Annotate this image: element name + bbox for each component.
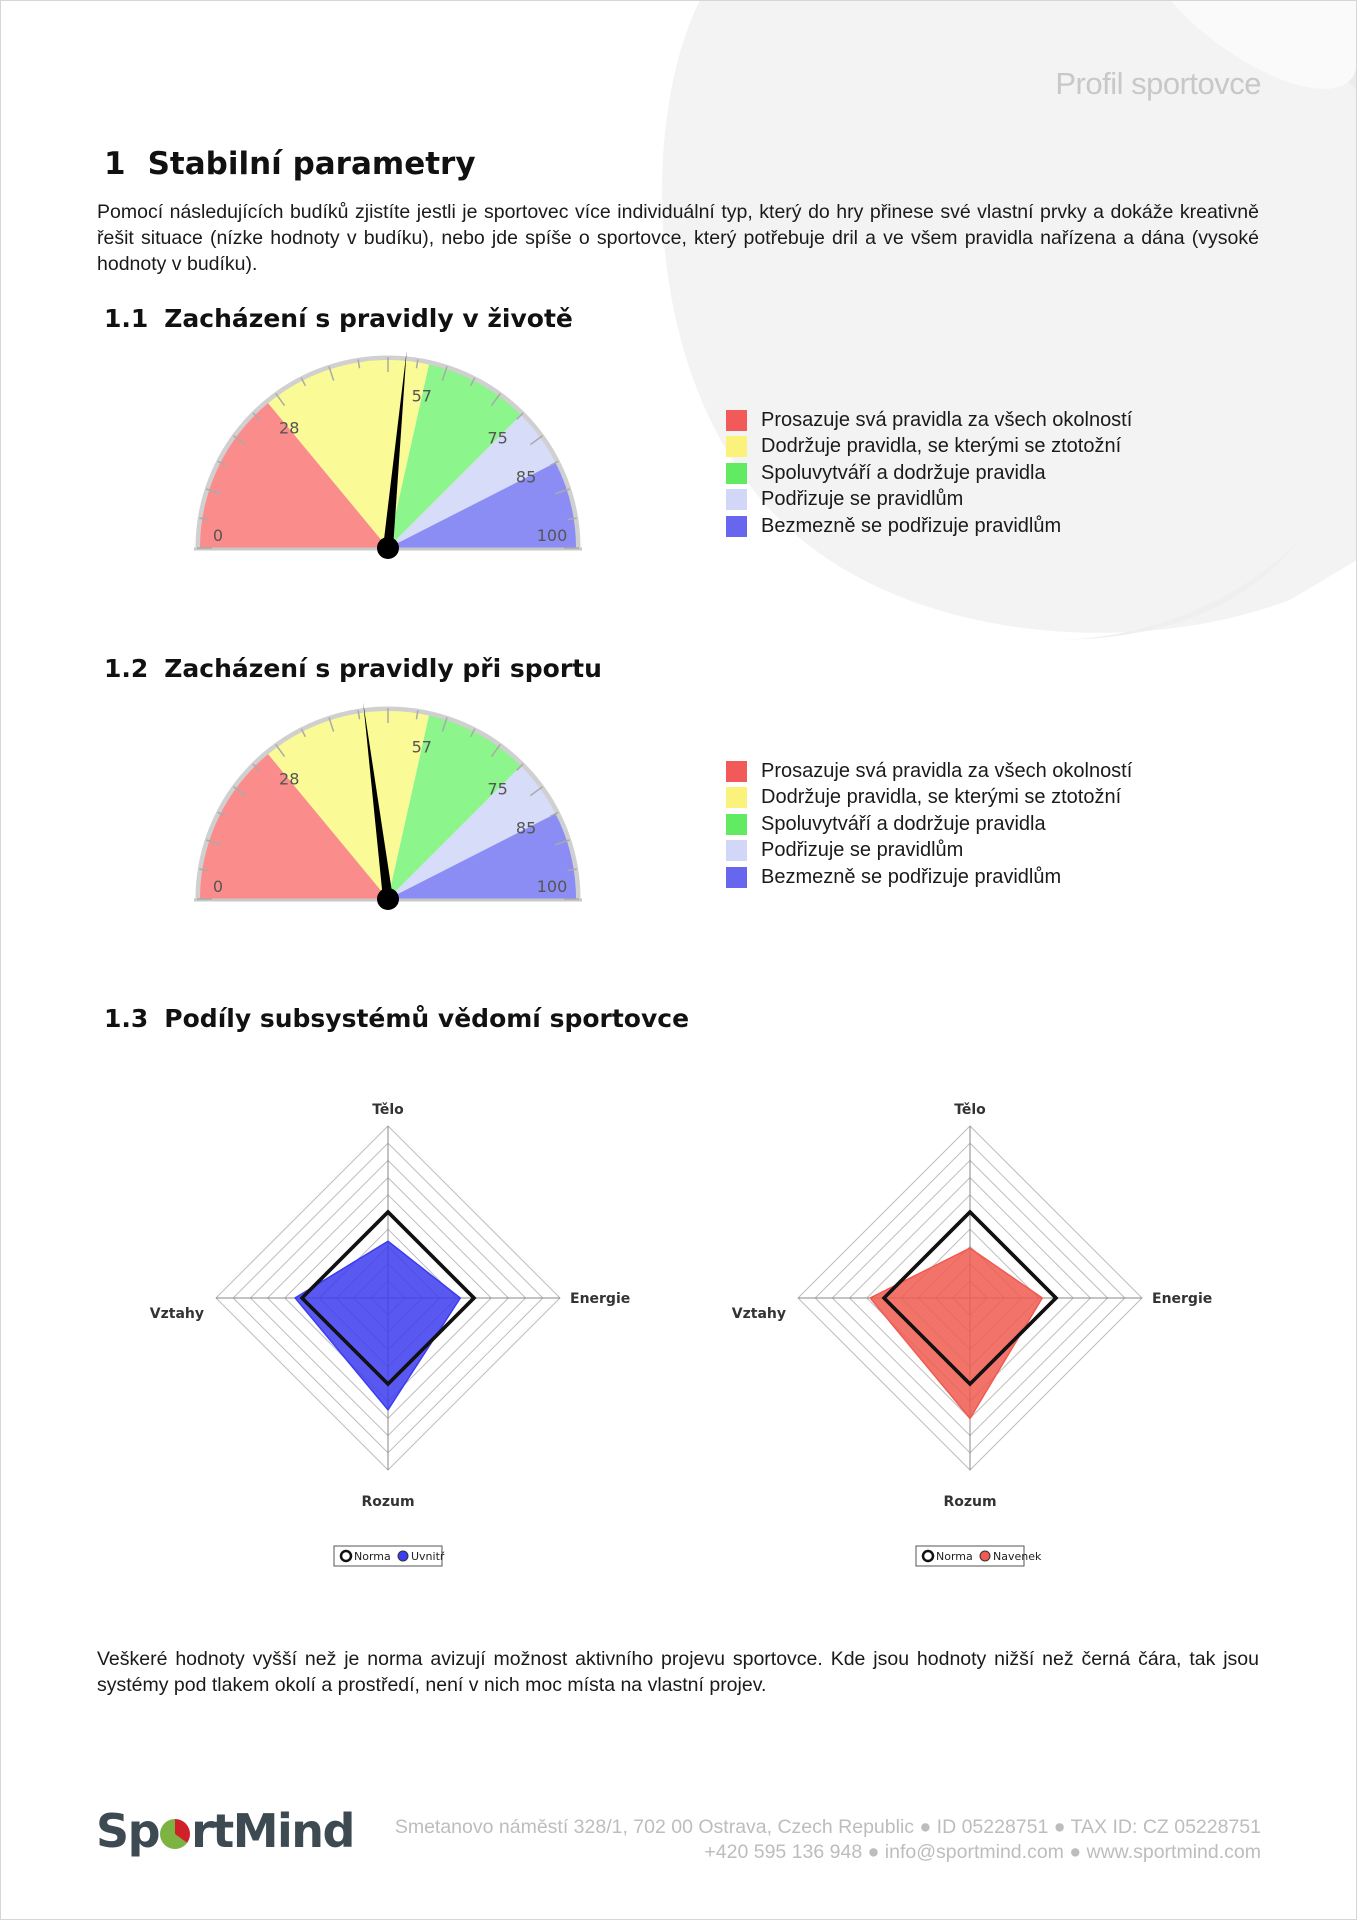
legend-label: Bezmezně se podřizuje pravidlům [761, 865, 1062, 888]
radar-legend-marker [980, 1551, 990, 1561]
legend-swatch [726, 761, 747, 782]
legend-swatch [726, 516, 747, 537]
conclusion-paragraph: Veškeré hodnoty vyšší než je norma avizují možnost aktivního projevu sportovce. Kde jsou hodnoty nižší než černá čára, tak jsou systémy pod tlakem okolí a prostředí, není v nich moc místa na vlastní projev. [97, 1648, 1259, 1696]
legend-item [726, 811, 1132, 838]
gauge-tick-label: 0 [212, 526, 224, 545]
section-1-1-title: Zacházení s pravidly v životě [164, 304, 573, 333]
header-title: Profil sportovce [1055, 66, 1261, 101]
radar-axis-label: Rozum [361, 1494, 415, 1510]
legend-swatch [726, 463, 747, 484]
legend-swatch [726, 410, 747, 431]
gauge-tick-label: 85 [515, 467, 537, 487]
legend-label: Prosazuje svá pravidla za všech okolností [761, 408, 1133, 431]
legend-item [726, 434, 1132, 461]
gauge-tick-label: 100 [536, 877, 568, 896]
gauge-tick-label: 75 [487, 428, 508, 448]
gauge-chart-sport [190, 696, 590, 916]
section-1-2-heading [104, 654, 602, 683]
gauge-tick-label: 0 [212, 877, 224, 896]
legend-item [726, 838, 1132, 865]
radar-legend-label: Norma [354, 1550, 391, 1563]
radar-legend [916, 1546, 1042, 1566]
legend-swatch [726, 436, 747, 457]
legend-label: Dodržuje pravidla, se kterými se ztotožní [761, 435, 1122, 458]
gauge-chart-life [190, 345, 590, 565]
gauge-hub [377, 888, 399, 910]
legend-item [726, 513, 1132, 540]
legend-label: Spoluvytváří a dodržuje pravidla [761, 812, 1046, 835]
sportmind-logo: Sp rtMind [96, 1804, 354, 1858]
legend-label: Spoluvytváří a dodržuje pravidla [761, 461, 1046, 484]
section-1-3-number: 1.3 [104, 1004, 149, 1033]
radar-legend-label: Uvnitř [411, 1550, 445, 1563]
legend-item [726, 758, 1132, 785]
legend-label: Dodržuje pravidla, se kterými se ztotožní [761, 786, 1122, 809]
section-1-3-heading [104, 1004, 689, 1033]
footer-address: Smetanovo náměstí 328/1, 702 00 Ostrava, Czech Republic ● ID 05228751 ● TAX ID: CZ 05228751 [394, 1816, 1261, 1838]
section-1-3-title: Podíly subsystémů vědomí sportovce [164, 1004, 690, 1033]
gauge-tick-label: 57 [411, 737, 432, 757]
radar-axis-label: Tělo [954, 1102, 986, 1118]
legend-item [726, 487, 1132, 514]
legend-label: Podřizuje se pravidlům [761, 839, 964, 862]
radar-axis-label: Energie [570, 1291, 631, 1307]
radar-legend [334, 1546, 445, 1566]
radar-series-area [870, 1248, 1042, 1418]
section-1-title: Stabilní parametry [147, 146, 476, 182]
radar-chart-outside [720, 1090, 1220, 1580]
legend-label: Podřizuje se pravidlům [761, 488, 964, 511]
legend-swatch [726, 489, 747, 510]
radar-axis-label: Tělo [372, 1102, 404, 1118]
ball-icon [160, 1819, 190, 1849]
legend-swatch [726, 840, 747, 861]
legend-swatch [726, 787, 747, 808]
radar-axis-label: Rozum [943, 1494, 997, 1510]
radar-legend-label: Norma [936, 1550, 973, 1563]
legend-sport [726, 758, 1132, 891]
gauge-tick-label: 28 [279, 769, 300, 789]
intro-paragraph: Pomocí následujících budíků zjistíte jestli je sportovec více individuální typ, který do hry přinese své vlastní prvky a dokáže kreativně řešit situace (nízke hodnoty v budíku), nebo jde spíše o sportovce, který potřebuje dril a ve všem pravidla nařízena a dána (vysoké hodnoty v budíku). [97, 201, 1259, 275]
radar-legend-marker [923, 1551, 933, 1561]
gauge-tick-label: 100 [536, 526, 568, 545]
section-1-2-number: 1.2 [104, 654, 149, 683]
radar-chart-inside [138, 1090, 638, 1580]
legend-item [726, 407, 1132, 434]
gauge-tick-label: 85 [515, 818, 537, 838]
legend-item [726, 785, 1132, 812]
legend-item [726, 460, 1132, 487]
legend-label: Prosazuje svá pravidla za všech okolností [761, 759, 1133, 782]
gauge-hub [377, 537, 399, 559]
legend-item [726, 864, 1132, 891]
legend-swatch [726, 814, 747, 835]
footer-contact: +420 595 136 948 ● info@sportmind.com ● www.sportmind.com [704, 1841, 1261, 1863]
radar-legend-marker [341, 1551, 351, 1561]
section-1-1-heading [104, 304, 573, 333]
section-1-2-title: Zacházení s pravidly při sportu [164, 654, 602, 683]
section-1-1-number: 1.1 [104, 304, 149, 333]
legend-swatch [726, 867, 747, 888]
gauge-tick-label: 57 [411, 386, 432, 406]
radar-legend-marker [398, 1551, 408, 1561]
radar-axis-label: Energie [1152, 1291, 1213, 1307]
radar-axis-label: Vztahy [149, 1306, 204, 1322]
legend-label: Bezmezně se podřizuje pravidlům [761, 514, 1062, 537]
legend-life [726, 407, 1132, 540]
gauge-tick-label: 75 [487, 779, 508, 799]
gauge-tick-label: 28 [279, 418, 300, 438]
radar-legend-label: Navenek [993, 1550, 1042, 1563]
radar-axis-label: Vztahy [731, 1306, 786, 1322]
section-1-number: 1 [104, 146, 126, 182]
